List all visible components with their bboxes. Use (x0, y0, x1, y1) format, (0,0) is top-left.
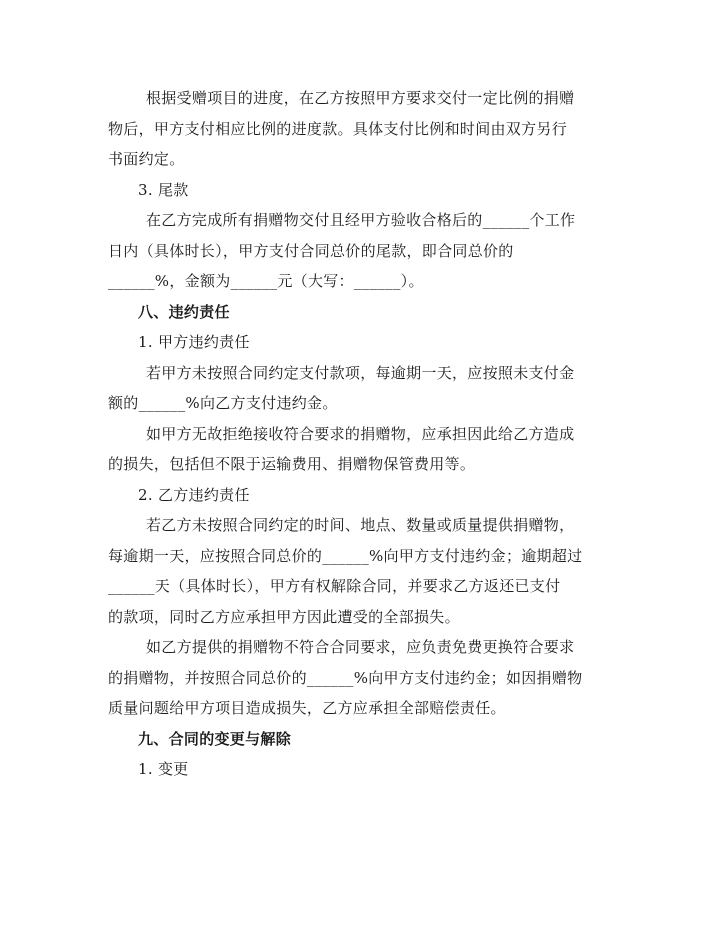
section-heading: 八、违约责任 (138, 302, 230, 321)
paragraph-line: 质量问题给甲方项目造成损失，乙方应承担全部赔偿责任。 (108, 699, 506, 717)
section-heading: 九、合同的变更与解除 (138, 729, 292, 748)
subsection-heading: 1. 甲方违约责任 (138, 333, 250, 351)
paragraph-line: 如乙方提供的捐赠物不符合合同要求，应负责免费更换符合要求 (146, 638, 575, 656)
paragraph-line: 物后，甲方支付相应比例的进度款。具体支付比例和时间由双方另行 (108, 119, 568, 138)
paragraph-line: 若乙方未按照合同约定的时间、地点、数量或质量提供捐赠物， (146, 516, 575, 534)
subsection-heading: 1. 变更 (138, 760, 189, 778)
subsection-heading: 3. 尾款 (138, 180, 189, 199)
paragraph-line: 每逾期一天，应按照合同总价的______%向甲方支付违约金；逾期超过 (108, 546, 583, 565)
paragraph-line: 日内（具体时长），甲方支付合同总价的尾款，即合同总价的 (108, 241, 514, 260)
paragraph-line: 的款项，同时乙方应承担甲方因此遭受的全部损失。 (108, 607, 460, 626)
paragraph-line: 的损失，包括但不限于运输费用、捐赠物保管费用等。 (108, 455, 476, 473)
document-page (108, 83, 613, 785)
paragraph-line: 的捐赠物，并按照合同总价的______%向甲方支付违约金；如因捐赠物 (108, 668, 583, 687)
paragraph-line: 额的______%向乙方支付违约金。 (108, 394, 338, 412)
paragraph-line: ______%，金额为______元（大写：______）。 (108, 272, 424, 290)
paragraph-line: 在乙方完成所有捐赠物交付且经甲方验收合格后的______个工作 (146, 211, 576, 229)
paragraph-line: 如甲方无故拒绝接收符合要求的捐赠物，应承担因此给乙方造成 (146, 424, 575, 443)
paragraph-line: 若甲方未按照合同约定支付款项，每逾期一天，应按照未支付金 (146, 363, 575, 382)
paragraph-line: ______天（具体时长），甲方有权解除合同，并要求乙方返还已支付 (108, 577, 561, 595)
paragraph-line: 书面约定。 (108, 150, 185, 168)
paragraph-line: 根据受赠项目的进度，在乙方按照甲方要求交付一定比例的捐赠 (146, 89, 575, 107)
subsection-heading: 2. 乙方违约责任 (138, 485, 250, 504)
